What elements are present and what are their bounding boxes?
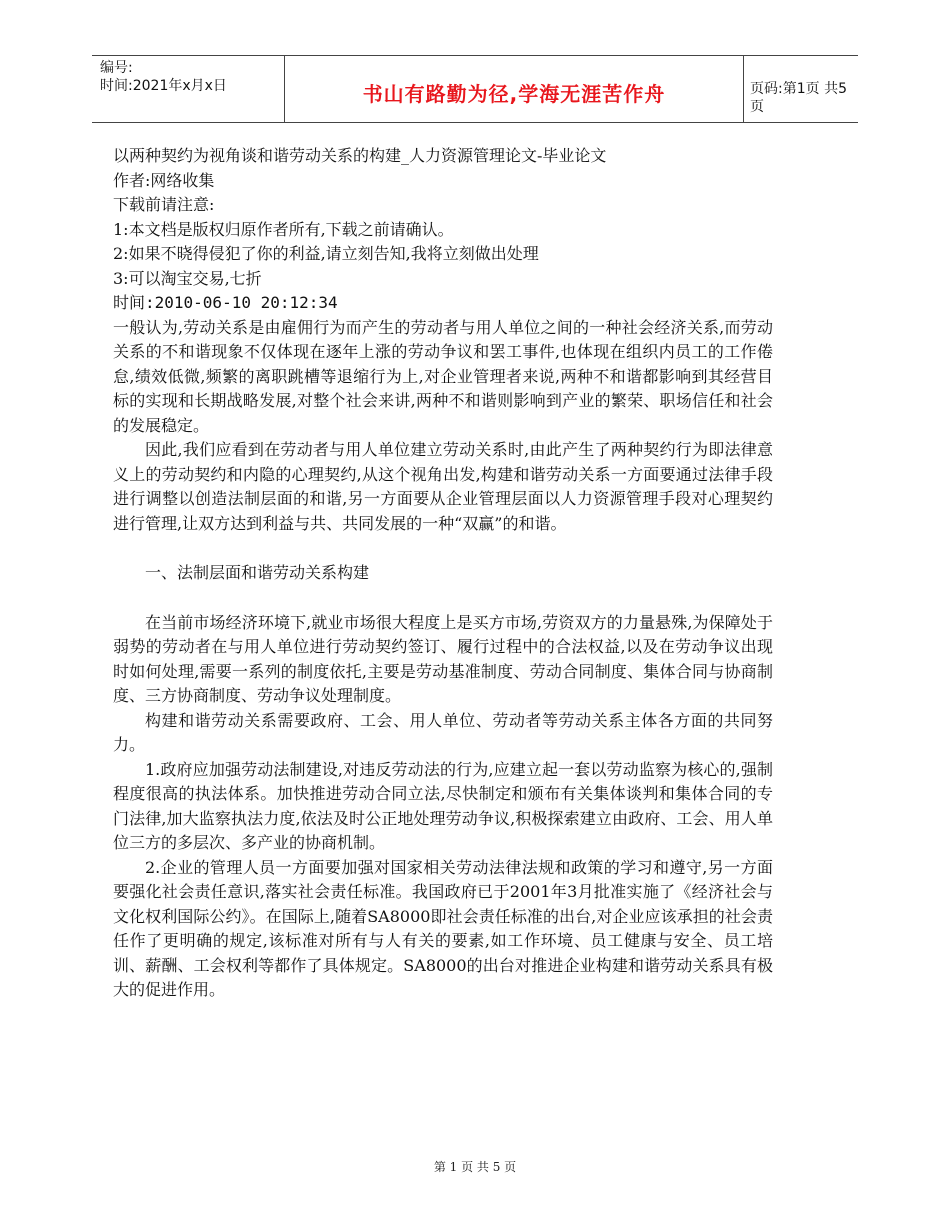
motto-text: 书山有路勤为径,学海无涯苦作舟 xyxy=(362,82,666,106)
document-body xyxy=(113,144,773,1003)
page-footer: 第 1 页 共 5 页 xyxy=(433,1160,517,1174)
author-line: 作者:网络收集 xyxy=(113,170,215,190)
paragraph: 在当前市场经济环境下,就业市场很大程度上是买方市场,劳资双方的力量悬殊,为保障处于弱势的劳动者在与用人单位进行劳动契约签订、履行过程中的合法权益,以及在劳动争议出现时如何处理,需要一系列的制度依托,主要是劳动基准制度、劳动合同制度、集体合同与协商制度、三方协商制度、劳动争议处理制度。 xyxy=(113,612,773,705)
paragraph: 1.政府应加强劳动法制建设,对违反劳动法的行为,应建立起一套以劳动监察为核心的,强制程度很高的执法体系。加快推进劳动合同立法,尽快制定和颁布有关集体谈判和集体合同的专门法律,加大监察执法力度,依法及时公正地处理劳动争议,积极探索建立由政府、工会、用人单位三方的多层次、多产业的协商机制。 xyxy=(113,759,773,852)
notice-item: 3:可以淘宝交易,七折 xyxy=(113,268,262,288)
notice-heading: 下载前请注意: xyxy=(113,195,215,214)
paragraph: 构建和谐劳动关系需要政府、工会、用人单位、劳动者等劳动关系主体各方面的共同努力。 xyxy=(113,710,773,754)
notice-item: 2:如果不晓得侵犯了你的利益,请立刻告知,我将立刻做出处理 xyxy=(113,244,539,263)
time-label: 时间:2021年x月x日 xyxy=(100,78,227,94)
document-header xyxy=(92,55,858,123)
header-right-cell xyxy=(742,56,858,122)
article-title: 以两种契约为视角谈和谐劳动关系的构建_人力资源管理论文-毕业论文 xyxy=(113,146,607,165)
section-heading: 一、法制层面和谐劳动关系构建 xyxy=(145,563,370,582)
paragraph: 2.企业的管理人员一方面要加强对国家相关劳动法律法规和政策的学习和遵守,另一方面要强化社会责任意识,落实社会责任标准。我国政府已于2001年3月批准实施了《经济社会与文化权利国际公约》。在国际上,随着SA8000即社会责任标准的出台,对企业应该承担的社会责任作了更明确的规定,该标准对所有与人有关的要素,如工作环境、员工健康与安全、员工培训、薪酬、工会权利等都作了具体规定。SA8000的出台对推进企业构建和谐劳动关系具有极大的促进作用。 xyxy=(113,857,773,999)
notice-item: 1:本文档是版权归原作者所有,下载之前请确认。 xyxy=(113,219,454,239)
header-left-cell xyxy=(92,56,284,122)
paragraph: 一般认为,劳动关系是由雇佣行为而产生的劳动者与用人单位之间的一种社会经济关系,而劳动关系的不和谐现象不仅体现在逐年上涨的劳动争议和罢工事件,也体现在组织内员工的工作倦怠,绩效低微,频繁的离职跳槽等退缩行为上,对企业管理者来说,两种不和谐都影响到其经营目标的实现和长期战略发展,对整个社会来讲,两种不和谐则影响到产业的繁荣、职场信任和社会的发展稳定。 xyxy=(113,317,773,435)
page-info: 页码:第1页 共5页 xyxy=(750,81,847,115)
paragraph: 因此,我们应看到在劳动者与用人单位建立劳动关系时,由此产生了两种契约行为即法律意义上的劳动契约和内隐的心理契约,从这个视角出发,构建和谐劳动关系一方面要通过法律手段进行调整以创造法制层面的和谐,另一方面要从企业管理层面以人力资源管理手段对心理契约进行管理,让双方达到利益与共、共同发展的一种“双赢”的和谐。 xyxy=(113,440,773,533)
publish-time: 时间:2010-06-10 20:12:34 xyxy=(113,293,338,312)
header-center-cell xyxy=(284,56,744,122)
number-label: 编号: xyxy=(100,60,133,76)
